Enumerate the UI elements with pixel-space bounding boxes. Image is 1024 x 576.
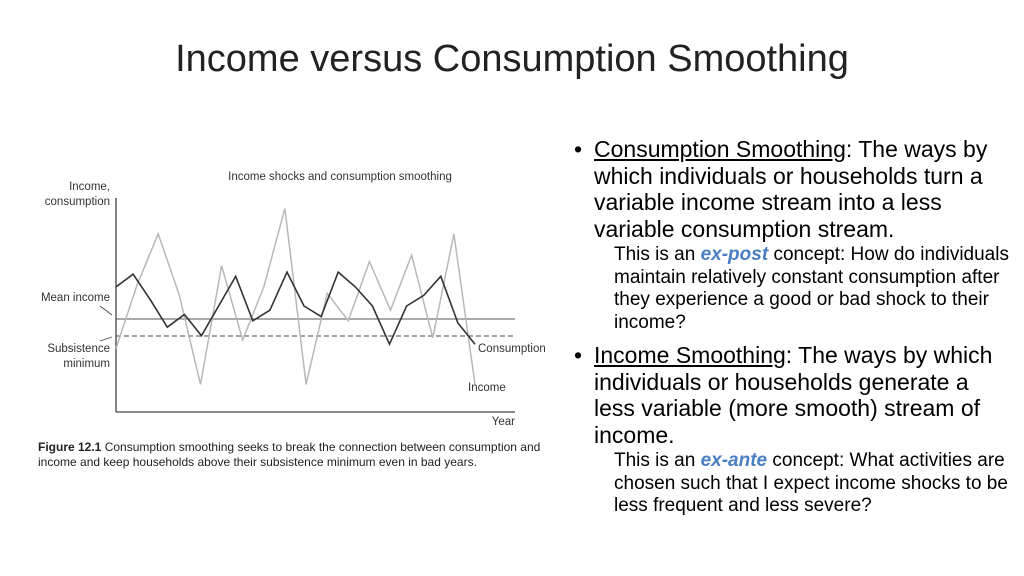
figure-caption-label: Figure 12.1 (38, 440, 102, 454)
sub-text: concept: What activities are chosen such that I expect income shocks to be less frequent and less severe? (614, 450, 1008, 516)
sub-prefix: This is an (614, 450, 701, 471)
x-axis-label: Year (491, 416, 515, 428)
income-consumption-chart (30, 160, 560, 440)
definition-consumption-smoothing: : The ways by which individuals or households turn a variable income stream into a less variable consumption stream. (594, 136, 988, 242)
consumption-series-line (116, 272, 475, 344)
bullet-list (574, 136, 1014, 526)
sub-bullet-ex-ante (614, 450, 1014, 518)
subsistence-label-line2: minimum (63, 358, 110, 370)
subsistence-pointer (100, 337, 112, 341)
bullet-income-smoothing (574, 342, 1014, 448)
sub-bullet-ex-post (614, 244, 1014, 334)
sub-prefix: This is an (614, 244, 701, 265)
figure (30, 160, 560, 480)
bullet-dot: • (574, 342, 583, 368)
income-label: Income (468, 382, 506, 394)
consumption-label: Consumption (478, 343, 546, 355)
sub-text: concept: How do individuals maintain relatively constant consumption after they experience a good or bad shock to their income? (614, 244, 1009, 333)
figure-caption (38, 440, 558, 470)
bullet-dot: • (574, 136, 583, 162)
chart-title: Income shocks and consumption smoothing (228, 171, 452, 183)
term-consumption-smoothing: Consumption Smoothing (594, 136, 846, 162)
mean-income-label: Mean income (40, 292, 110, 304)
definition-income-smoothing: : The ways by which individuals or households generate a less variable (more smooth) stream of income. (594, 342, 993, 448)
y-axis-label-line2: consumption (44, 196, 110, 208)
bullet-consumption-smoothing (574, 136, 1014, 242)
subsistence-label-line1: Subsistence (47, 343, 110, 355)
slide-title: Income versus Consumption Smoothing (175, 38, 849, 80)
mean-income-pointer (100, 306, 112, 315)
y-axis-label-line1: Income, (69, 181, 110, 193)
ex-post-term: ex-post (700, 244, 769, 265)
term-income-smoothing: Income Smoothing (594, 342, 786, 368)
ex-ante-term: ex-ante (700, 450, 768, 471)
figure-caption-text: Consumption smoothing seeks to break the connection between consumption and income and keep households above their subsistence minimum even in bad years. (38, 440, 541, 469)
